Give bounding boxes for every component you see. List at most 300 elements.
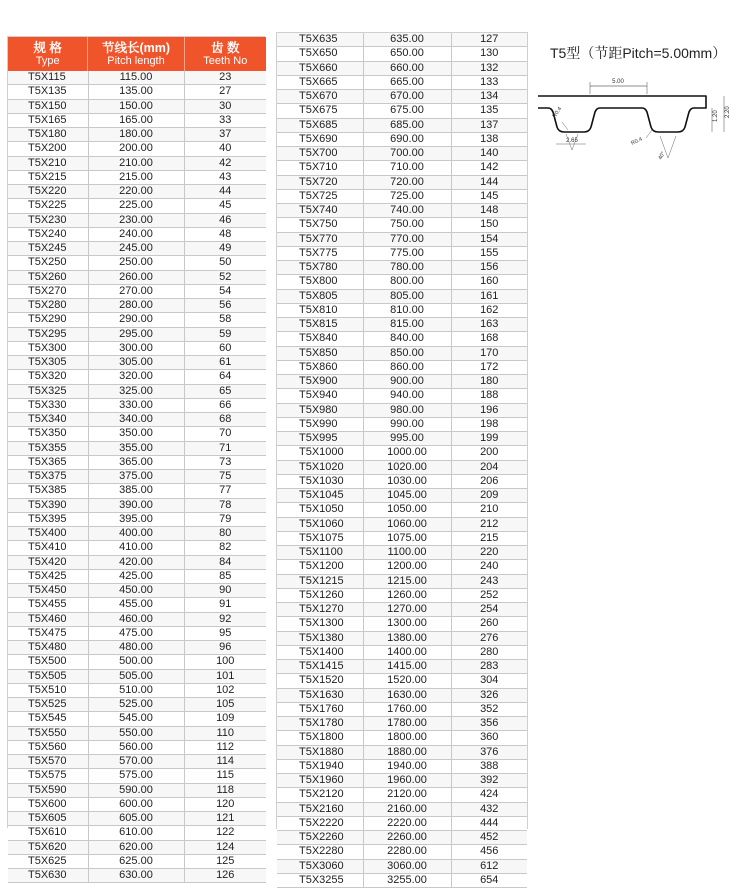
pitch-length-cell: 670.00	[363, 90, 451, 104]
type-cell: T5X305	[8, 356, 88, 370]
table-row	[277, 603, 527, 617]
type-cell: T5X295	[8, 327, 88, 341]
table-row	[277, 745, 527, 759]
teeth-count-cell: 138	[451, 132, 527, 146]
teeth-count-cell: 46	[184, 213, 266, 227]
table-row	[277, 531, 527, 545]
belt-spec-table-left	[8, 71, 266, 883]
left-table-body	[8, 71, 266, 883]
pitch-length-cell: 2120.00	[363, 788, 451, 802]
table-row	[8, 712, 266, 726]
table-row	[277, 104, 527, 118]
table-row	[277, 75, 527, 89]
teeth-count-cell: 70	[184, 427, 266, 441]
table-row	[277, 261, 527, 275]
teeth-count-cell: 44	[184, 185, 266, 199]
type-cell: T5X650	[277, 47, 363, 61]
teeth-count-cell: 121	[184, 812, 266, 826]
type-cell: T5X550	[8, 726, 88, 740]
pitch-length-cell: 685.00	[363, 118, 451, 132]
type-cell: T5X475	[8, 626, 88, 640]
teeth-count-cell: 75	[184, 470, 266, 484]
table-row	[8, 755, 266, 769]
type-cell: T5X750	[277, 218, 363, 232]
pitch-length-cell: 1400.00	[363, 645, 451, 659]
table-row	[8, 598, 266, 612]
type-cell: T5X325	[8, 384, 88, 398]
pitch-length-cell: 395.00	[88, 512, 184, 526]
table-row	[277, 546, 527, 560]
type-cell: T5X355	[8, 441, 88, 455]
radius-label-right: R0.4	[630, 136, 644, 147]
root-width-label: 2.65	[566, 138, 578, 144]
type-cell: T5X480	[8, 641, 88, 655]
teeth-count-cell: 432	[451, 802, 527, 816]
pitch-length-cell: 1075.00	[363, 531, 451, 545]
type-cell: T5X250	[8, 256, 88, 270]
radius-label-left: R0.4	[551, 106, 564, 120]
type-cell: T5X300	[8, 341, 88, 355]
teeth-count-cell: 82	[184, 541, 266, 555]
pitch-length-cell: 135.00	[88, 85, 184, 99]
type-cell: T5X700	[277, 147, 363, 161]
header-type-en: Type	[35, 54, 60, 67]
table-row	[8, 341, 266, 355]
type-cell: T5X3060	[277, 859, 363, 873]
angle-label: 40°	[657, 150, 667, 161]
table-row	[277, 33, 527, 47]
table-row	[8, 797, 266, 811]
teeth-count-cell: 144	[451, 175, 527, 189]
tooth-height-label: 1.20	[713, 110, 719, 122]
pitch-length-cell: 240.00	[88, 227, 184, 241]
type-cell: T5X980	[277, 403, 363, 417]
pitch-length-cell: 365.00	[88, 455, 184, 469]
type-cell: T5X1000	[277, 446, 363, 460]
type-cell: T5X900	[277, 375, 363, 389]
type-cell: T5X625	[8, 854, 88, 868]
teeth-count-cell: 188	[451, 389, 527, 403]
type-cell: T5X1800	[277, 731, 363, 745]
type-cell: T5X1415	[277, 660, 363, 674]
type-cell: T5X815	[277, 318, 363, 332]
type-cell: T5X1270	[277, 603, 363, 617]
table-row	[277, 47, 527, 61]
belt-profile	[538, 96, 706, 132]
teeth-count-cell: 125	[184, 854, 266, 868]
type-cell: T5X165	[8, 113, 88, 127]
teeth-count-cell: 118	[184, 783, 266, 797]
pitch-length-cell: 800.00	[363, 275, 451, 289]
teeth-count-cell: 444	[451, 816, 527, 830]
pitch-length-cell: 210.00	[88, 156, 184, 170]
type-cell: T5X455	[8, 598, 88, 612]
teeth-count-cell: 100	[184, 655, 266, 669]
teeth-count-cell: 109	[184, 712, 266, 726]
table-row	[277, 360, 527, 374]
table-row	[277, 617, 527, 631]
type-cell: T5X115	[8, 71, 88, 85]
pitch-length-cell: 1270.00	[363, 603, 451, 617]
pitch-length-cell: 330.00	[88, 398, 184, 412]
teeth-count-cell: 45	[184, 199, 266, 213]
type-cell: T5X850	[277, 346, 363, 360]
table-row	[8, 584, 266, 598]
table-row	[8, 498, 266, 512]
table-row	[8, 541, 266, 555]
radius-leader-right	[646, 130, 652, 138]
pitch-length-cell: 850.00	[363, 346, 451, 360]
teeth-count-cell: 204	[451, 460, 527, 474]
type-cell: T5X270	[8, 284, 88, 298]
teeth-count-cell: 115	[184, 769, 266, 783]
pitch-length-cell: 770.00	[363, 232, 451, 246]
teeth-count-cell: 452	[451, 831, 527, 845]
type-cell: T5X740	[277, 204, 363, 218]
type-cell: T5X330	[8, 398, 88, 412]
teeth-count-cell: 80	[184, 527, 266, 541]
angle-line-right-b	[668, 136, 676, 158]
pitch-length-cell: 260.00	[88, 270, 184, 284]
pitch-length-cell: 570.00	[88, 755, 184, 769]
table-row	[8, 698, 266, 712]
pitch-length-cell: 660.00	[363, 61, 451, 75]
pitch-length-cell: 2260.00	[363, 831, 451, 845]
teeth-count-cell: 33	[184, 113, 266, 127]
teeth-count-cell: 58	[184, 313, 266, 327]
table-row	[8, 427, 266, 441]
table-row	[8, 527, 266, 541]
type-cell: T5X525	[8, 698, 88, 712]
teeth-count-cell: 78	[184, 498, 266, 512]
table-row	[277, 645, 527, 659]
type-cell: T5X805	[277, 289, 363, 303]
teeth-count-cell: 142	[451, 161, 527, 175]
table-row	[277, 147, 527, 161]
table-row	[277, 332, 527, 346]
pitch-length-cell: 900.00	[363, 375, 451, 389]
type-cell: T5X460	[8, 612, 88, 626]
table-row	[8, 769, 266, 783]
table-row	[8, 170, 266, 184]
pitch-length-cell: 215.00	[88, 170, 184, 184]
type-cell: T5X215	[8, 170, 88, 184]
pitch-length-cell: 180.00	[88, 128, 184, 142]
table-row	[8, 569, 266, 583]
pitch-length-cell: 625.00	[88, 854, 184, 868]
table-row	[277, 446, 527, 460]
table-row	[277, 218, 527, 232]
table-row	[8, 641, 266, 655]
pitch-length-cell: 505.00	[88, 669, 184, 683]
type-cell: T5X500	[8, 655, 88, 669]
type-cell: T5X675	[277, 104, 363, 118]
type-cell: T5X210	[8, 156, 88, 170]
pitch-length-cell: 1030.00	[363, 474, 451, 488]
teeth-count-cell: 150	[451, 218, 527, 232]
teeth-count-cell: 304	[451, 674, 527, 688]
teeth-count-cell: 140	[451, 147, 527, 161]
teeth-count-cell: 199	[451, 432, 527, 446]
header-teeth	[185, 37, 266, 71]
teeth-count-cell: 79	[184, 512, 266, 526]
table-row	[277, 389, 527, 403]
table-row	[277, 346, 527, 360]
pitch-length-cell: 840.00	[363, 332, 451, 346]
type-cell: T5X725	[277, 189, 363, 203]
table-row	[8, 455, 266, 469]
pitch-length-cell: 635.00	[363, 33, 451, 47]
pitch-length-cell: 2220.00	[363, 816, 451, 830]
type-cell: T5X340	[8, 413, 88, 427]
teeth-count-cell: 154	[451, 232, 527, 246]
teeth-count-cell: 92	[184, 612, 266, 626]
pitch-length-cell: 720.00	[363, 175, 451, 189]
type-cell: T5X505	[8, 669, 88, 683]
table-row	[277, 731, 527, 745]
teeth-count-cell: 212	[451, 517, 527, 531]
teeth-count-cell: 180	[451, 375, 527, 389]
table-row	[8, 142, 266, 156]
table-row	[277, 90, 527, 104]
table-row	[8, 484, 266, 498]
pitch-length-cell: 245.00	[88, 242, 184, 256]
table-row	[277, 845, 527, 859]
type-cell: T5X770	[277, 232, 363, 246]
teeth-count-cell: 135	[451, 104, 527, 118]
teeth-count-cell: 54	[184, 284, 266, 298]
teeth-count-cell: 132	[451, 61, 527, 75]
type-cell: T5X180	[8, 128, 88, 142]
table-row	[8, 384, 266, 398]
type-cell: T5X1060	[277, 517, 363, 531]
table-row	[277, 674, 527, 688]
teeth-count-cell: 196	[451, 403, 527, 417]
teeth-count-cell: 110	[184, 726, 266, 740]
type-cell: T5X2280	[277, 845, 363, 859]
teeth-count-cell: 215	[451, 531, 527, 545]
teeth-count-cell: 254	[451, 603, 527, 617]
teeth-count-cell: 283	[451, 660, 527, 674]
teeth-count-cell: 127	[451, 33, 527, 47]
teeth-count-cell: 96	[184, 641, 266, 655]
pitch-length-cell: 3060.00	[363, 859, 451, 873]
teeth-count-cell: 52	[184, 270, 266, 284]
type-cell: T5X575	[8, 769, 88, 783]
pitch-length-cell: 355.00	[88, 441, 184, 455]
type-cell: T5X150	[8, 99, 88, 113]
type-cell: T5X800	[277, 275, 363, 289]
table-row	[8, 213, 266, 227]
teeth-count-cell: 160	[451, 275, 527, 289]
table-row	[8, 113, 266, 127]
table-row	[8, 256, 266, 270]
pitch-length-cell: 940.00	[363, 389, 451, 403]
table-row	[277, 189, 527, 203]
type-cell: T5X1075	[277, 531, 363, 545]
type-cell: T5X1780	[277, 717, 363, 731]
table-row	[8, 370, 266, 384]
pitch-length-cell: 600.00	[88, 797, 184, 811]
pitch-length-cell: 350.00	[88, 427, 184, 441]
teeth-count-cell: 40	[184, 142, 266, 156]
table-row	[8, 398, 266, 412]
pitch-length-cell: 815.00	[363, 318, 451, 332]
pitch-length-cell: 1800.00	[363, 731, 451, 745]
pitch-length-cell: 325.00	[88, 384, 184, 398]
teeth-count-cell: 112	[184, 740, 266, 754]
table-row	[277, 859, 527, 873]
pitch-length-cell: 700.00	[363, 147, 451, 161]
pitch-length-cell: 675.00	[363, 104, 451, 118]
type-cell: T5X810	[277, 303, 363, 317]
pitch-length-cell: 545.00	[88, 712, 184, 726]
pitch-length-cell: 230.00	[88, 213, 184, 227]
type-cell: T5X245	[8, 242, 88, 256]
teeth-count-cell: 280	[451, 645, 527, 659]
table-row	[277, 774, 527, 788]
teeth-count-cell: 326	[451, 688, 527, 702]
table-row	[277, 118, 527, 132]
teeth-count-cell: 65	[184, 384, 266, 398]
table-row	[8, 555, 266, 569]
type-cell: T5X365	[8, 455, 88, 469]
type-cell: T5X350	[8, 427, 88, 441]
table-row	[8, 840, 266, 854]
pitch-length-cell: 525.00	[88, 698, 184, 712]
type-cell: T5X390	[8, 498, 88, 512]
table-row	[8, 683, 266, 697]
teeth-count-cell: 56	[184, 299, 266, 313]
teeth-count-cell: 59	[184, 327, 266, 341]
pitch-length-cell: 320.00	[88, 370, 184, 384]
type-cell: T5X425	[8, 569, 88, 583]
type-cell: T5X1020	[277, 460, 363, 474]
pitch-length-cell: 980.00	[363, 403, 451, 417]
pitch-length-cell: 1260.00	[363, 588, 451, 602]
type-cell: T5X620	[8, 840, 88, 854]
teeth-count-cell: 95	[184, 626, 266, 640]
table-row	[8, 854, 266, 868]
type-cell: T5X720	[277, 175, 363, 189]
type-cell: T5X630	[8, 869, 88, 883]
pitch-length-cell: 780.00	[363, 261, 451, 275]
table-header	[8, 37, 266, 71]
type-cell: T5X290	[8, 313, 88, 327]
teeth-count-cell: 161	[451, 289, 527, 303]
pitch-length-cell: 1000.00	[363, 446, 451, 460]
teeth-count-cell: 102	[184, 683, 266, 697]
pitch-length-cell: 410.00	[88, 541, 184, 555]
teeth-count-cell: 134	[451, 90, 527, 104]
teeth-count-cell: 84	[184, 555, 266, 569]
pitch-length-cell: 690.00	[363, 132, 451, 146]
pitch-length-cell: 475.00	[88, 626, 184, 640]
teeth-count-cell: 209	[451, 489, 527, 503]
header-type-zh: 规 格	[33, 40, 62, 55]
type-cell: T5X780	[277, 261, 363, 275]
pitch-length-cell: 810.00	[363, 303, 451, 317]
teeth-count-cell: 352	[451, 702, 527, 716]
pitch-length-cell: 480.00	[88, 641, 184, 655]
right-table-body	[277, 33, 527, 888]
type-cell: T5X600	[8, 797, 88, 811]
teeth-count-cell: 120	[184, 797, 266, 811]
pitch-length-cell: 740.00	[363, 204, 451, 218]
teeth-count-cell: 66	[184, 398, 266, 412]
teeth-count-cell: 198	[451, 417, 527, 431]
table-row	[8, 626, 266, 640]
table-row	[277, 132, 527, 146]
table-row	[8, 740, 266, 754]
type-cell: T5X2120	[277, 788, 363, 802]
teeth-count-cell: 654	[451, 873, 527, 887]
pitch-length-cell: 990.00	[363, 417, 451, 431]
table-row	[8, 284, 266, 298]
pitch-length-cell: 590.00	[88, 783, 184, 797]
teeth-count-cell: 243	[451, 574, 527, 588]
pitch-length-cell: 300.00	[88, 341, 184, 355]
pitch-length-cell: 550.00	[88, 726, 184, 740]
type-cell: T5X1380	[277, 631, 363, 645]
table-row	[277, 574, 527, 588]
table-row	[277, 289, 527, 303]
type-cell: T5X1760	[277, 702, 363, 716]
type-cell: T5X2160	[277, 802, 363, 816]
pitch-length-cell: 1215.00	[363, 574, 451, 588]
teeth-count-cell: 137	[451, 118, 527, 132]
type-cell: T5X610	[8, 826, 88, 840]
table-row	[8, 199, 266, 213]
teeth-count-cell: 170	[451, 346, 527, 360]
table-row	[277, 759, 527, 773]
teeth-count-cell: 91	[184, 598, 266, 612]
teeth-count-cell: 360	[451, 731, 527, 745]
table-row	[277, 375, 527, 389]
pitch-length-cell: 995.00	[363, 432, 451, 446]
pitch-length-cell: 1780.00	[363, 717, 451, 731]
type-cell: T5X990	[277, 417, 363, 431]
teeth-count-cell: 206	[451, 474, 527, 488]
teeth-count-cell: 122	[184, 826, 266, 840]
pitch-length-cell: 1020.00	[363, 460, 451, 474]
table-row	[8, 726, 266, 740]
teeth-count-cell: 162	[451, 303, 527, 317]
table-row	[8, 441, 266, 455]
pitch-length-cell: 1760.00	[363, 702, 451, 716]
type-cell: T5X1400	[277, 645, 363, 659]
teeth-count-cell: 172	[451, 360, 527, 374]
type-cell: T5X1045	[277, 489, 363, 503]
pitch-length-cell: 2160.00	[363, 802, 451, 816]
teeth-count-cell: 392	[451, 774, 527, 788]
teeth-count-cell: 85	[184, 569, 266, 583]
header-pitch-en: Pitch length	[107, 54, 165, 67]
table-row	[277, 204, 527, 218]
type-cell: T5X690	[277, 132, 363, 146]
pitch-length-cell: 390.00	[88, 498, 184, 512]
teeth-count-cell: 168	[451, 332, 527, 346]
pitch-length-cell: 1050.00	[363, 503, 451, 517]
total-height-label: 2.20	[725, 106, 731, 118]
table-row	[277, 717, 527, 731]
pitch-length-cell: 1045.00	[363, 489, 451, 503]
type-cell: T5X995	[277, 432, 363, 446]
table-row	[277, 702, 527, 716]
pitch-length-cell: 280.00	[88, 299, 184, 313]
pitch-length-cell: 620.00	[88, 840, 184, 854]
table-row	[277, 688, 527, 702]
